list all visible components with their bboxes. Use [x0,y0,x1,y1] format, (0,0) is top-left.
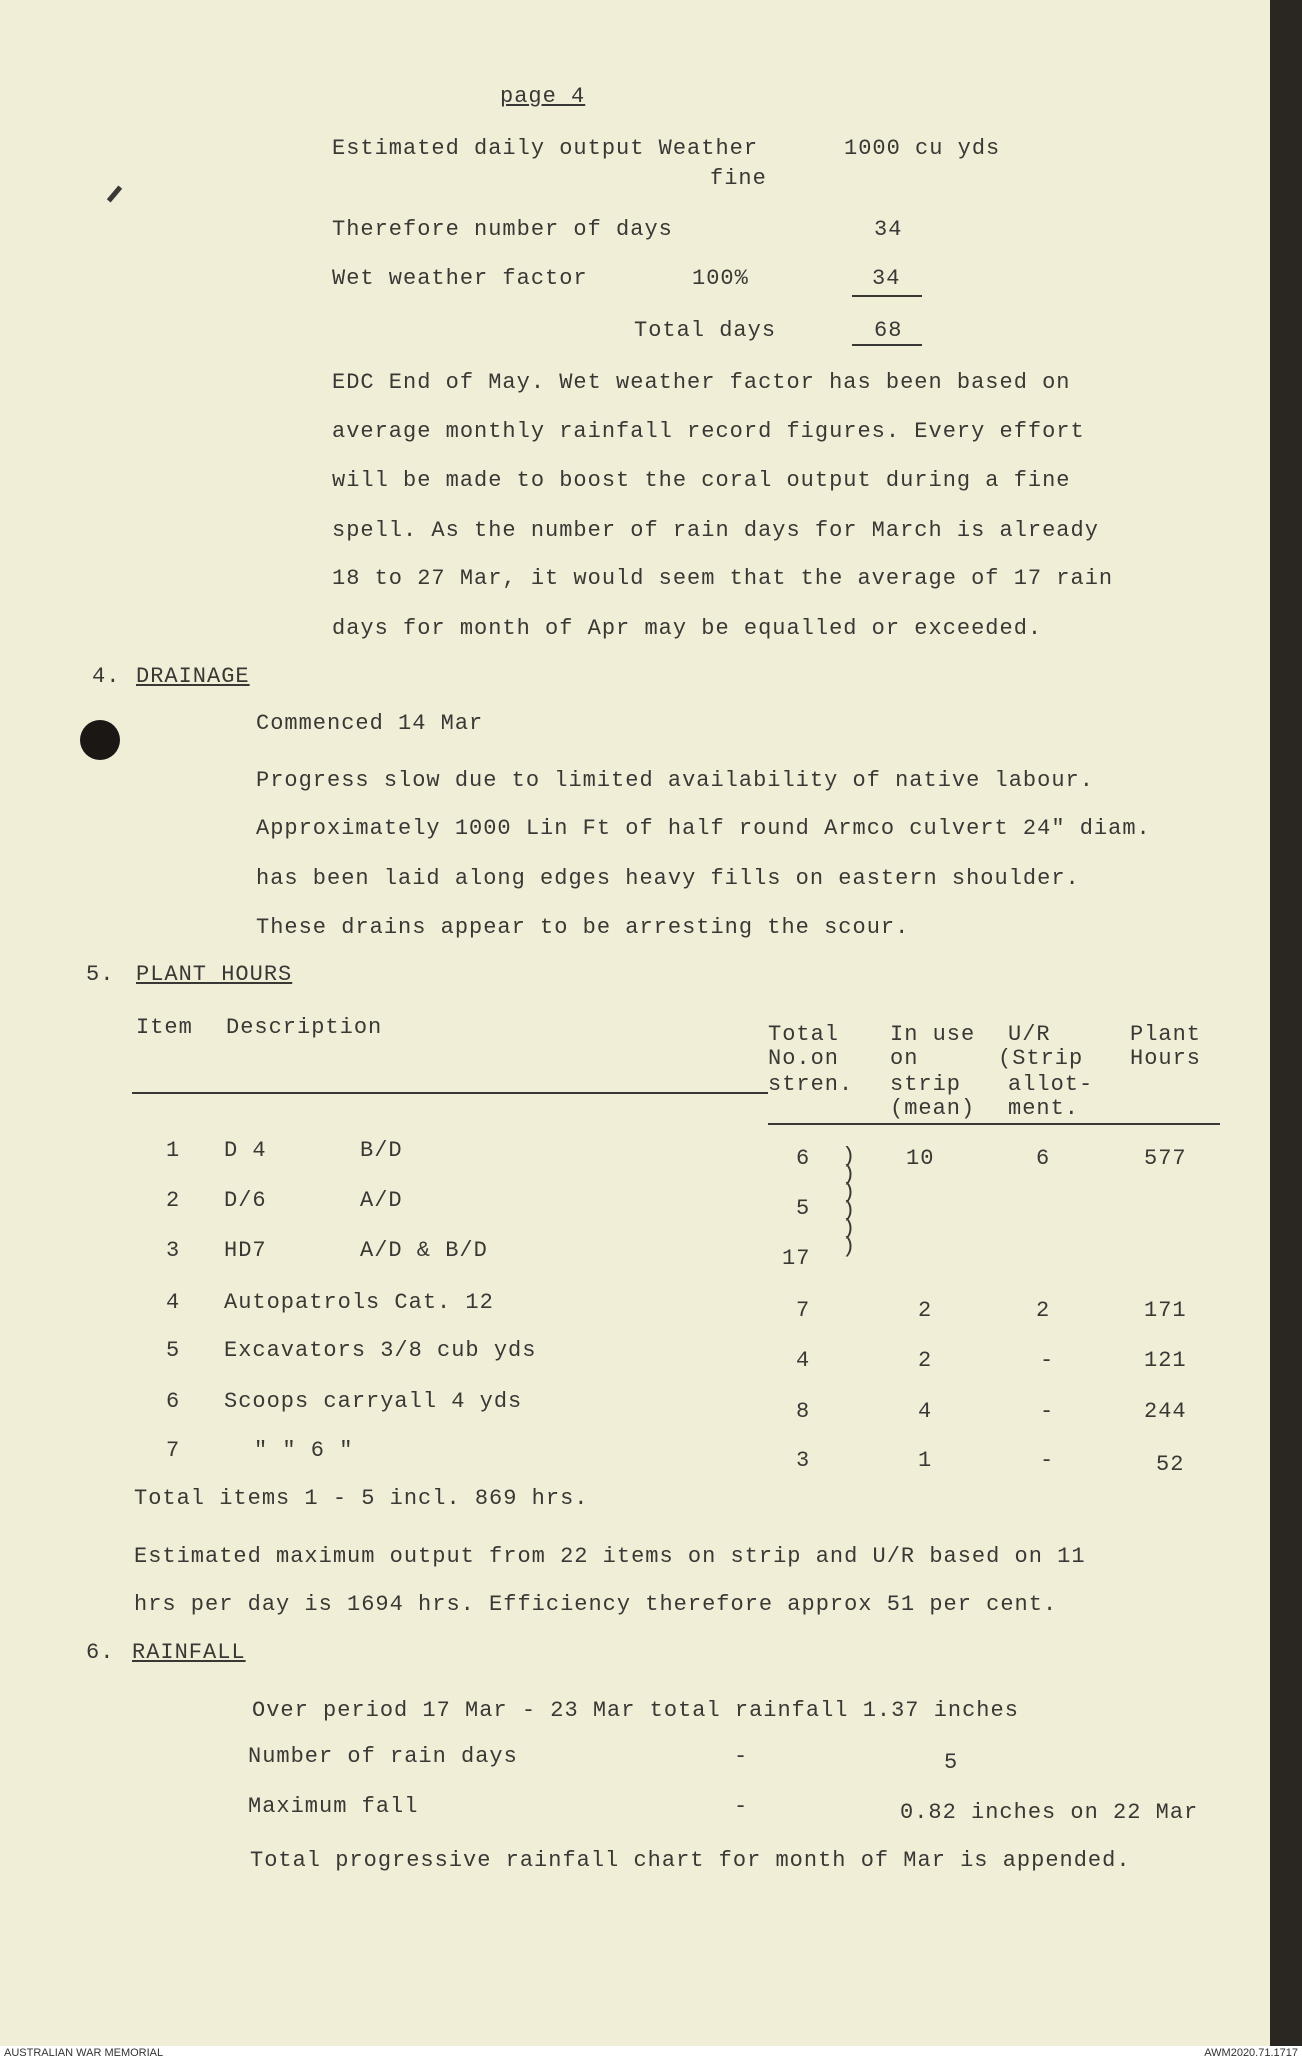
row-hours: 577 [1144,1146,1187,1171]
row-total: 6 [796,1146,811,1171]
drainage-heading: DRAINAGE [136,664,250,689]
days-label: Therefore number of days [332,217,673,242]
row-total: 7 [796,1298,811,1323]
row-desc: D 4 [224,1138,267,1163]
edc-line: days for month of Apr may be equalled or exceeded. [332,616,1043,641]
row-total: 8 [796,1399,811,1424]
total-label: Total days [634,318,777,343]
max-fall-dash: - [734,1794,749,1819]
edc-line: EDC End of May. Wet weather factor has been based on [332,370,1071,395]
row-hours: 52 [1156,1452,1185,1477]
row-type: B/D [360,1138,403,1163]
plant-hours-number: 5. [86,962,115,987]
rain-days-dash: - [734,1744,749,1769]
archive-footer [0,2046,1302,2061]
row-total: 17 [782,1246,811,1271]
header-description: Description [226,1015,383,1040]
rain-days-label: Number of rain days [248,1744,518,1769]
header-ur: allot- [1008,1072,1094,1097]
row-in-use: 1 [918,1448,933,1473]
edc-line: spell. As the number of rain days for March is already [332,518,1099,543]
total-value: 68 [874,318,903,343]
row-ur: - [1040,1348,1055,1373]
header-in-use: In use [890,1022,976,1047]
row-hours: 171 [1144,1298,1187,1323]
footer-reference: AWM2020.71.1717 [1204,2047,1298,2059]
row-item: 5 [166,1338,181,1363]
edc-line: will be made to boost the coral output during a fine [332,468,1071,493]
summary-line: hrs per day is 1694 hrs. Efficiency therefore approx 51 per cent. [134,1592,1058,1617]
output-label-2: fine [710,166,767,191]
row-item: 2 [166,1188,181,1213]
drainage-line: Approximately 1000 Lin Ft of half round Armco culvert 24" diam. [256,816,1151,841]
rainfall-period: Over period 17 Mar - 23 Mar total rainfall 1.37 inches [252,1698,1019,1723]
wet-label: Wet weather factor [332,266,588,291]
punch-hole [80,720,120,760]
row-total: 5 [796,1196,811,1221]
header-in-use: (mean) [890,1096,976,1121]
header-rule-left [132,1092,768,1094]
output-value: 1000 cu yds [844,136,1001,161]
row-in-use: 10 [906,1146,935,1171]
header-item: Item [136,1015,193,1040]
footer-institution: AUSTRALIAN WAR MEMORIAL [4,2047,164,2059]
row-ur: - [1040,1448,1055,1473]
wet-value: 34 [872,266,901,291]
row-desc: " " 6 " [254,1438,354,1463]
row-in-use: 4 [918,1399,933,1424]
row-item: 6 [166,1389,181,1414]
row-desc: Scoops carryall 4 yds [224,1389,523,1414]
row-hours: 244 [1144,1399,1187,1424]
header-plant-hours: Hours [1130,1046,1202,1071]
drainage-number: 4. [92,664,121,689]
row-item: 7 [166,1438,181,1463]
header-plant-hours: Plant [1130,1022,1202,1047]
total-rule [852,344,922,346]
rain-days-value: 5 [944,1750,959,1775]
row-total: 3 [796,1448,811,1473]
total-items-line: Total items 1 - 5 incl. 869 hrs. [134,1486,589,1511]
row-ur: - [1040,1399,1055,1424]
rainfall-chart-line: Total progressive rainfall chart for month of Mar is appended. [250,1848,1131,1873]
wet-pct: 100% [692,266,749,291]
page-label: page 4 [500,84,586,109]
drainage-line: Commenced 14 Mar [256,711,484,736]
row-total: 4 [796,1348,811,1373]
row-in-use: 2 [918,1298,933,1323]
row-hours: 121 [1144,1348,1187,1373]
rainfall-number: 6. [86,1640,115,1665]
sum-rule [852,295,922,297]
header-rule-right [768,1123,1220,1125]
header-ur: ment. [1008,1096,1080,1121]
header-total: stren. [768,1072,854,1097]
drainage-line: These drains appear to be arresting the scour. [256,915,910,940]
row-desc: D/6 [224,1188,267,1213]
rainfall-heading: RAINFALL [132,1640,246,1665]
row-ur: 6 [1036,1146,1051,1171]
max-fall-label: Maximum fall [248,1794,419,1819]
header-total: No.on [768,1046,840,1071]
drainage-line: Progress slow due to limited availability of native labour. [256,768,1094,793]
row-desc: Autopatrols Cat. 12 [224,1290,494,1315]
row-ur: 2 [1036,1298,1051,1323]
row-type: A/D & B/D [360,1238,488,1263]
edc-line: average monthly rainfall record figures. Every effort [332,419,1085,444]
row-item: 1 [166,1138,181,1163]
row-in-use: 2 [918,1348,933,1373]
header-in-use: strip [890,1072,962,1097]
ink-mark [107,185,122,202]
row-item: 3 [166,1238,181,1263]
header-ur: U/R [1008,1022,1051,1047]
edc-line: 18 to 27 Mar, it would seem that the average of 17 rain [332,566,1114,591]
output-label: Estimated daily output Weather [332,136,759,161]
row-item: 4 [166,1290,181,1315]
header-in-use: on [890,1046,919,1071]
summary-line: Estimated maximum output from 22 items on strip and U/R based on 11 [134,1544,1086,1569]
drainage-line: has been laid along edges heavy fills on eastern shoulder. [256,866,1080,891]
header-total: Total [768,1022,840,1047]
max-fall-value: 0.82 inches on 22 Mar [900,1800,1199,1825]
days-value: 34 [874,217,903,242]
row-desc: Excavators 3/8 cub yds [224,1338,537,1363]
row-type: A/D [360,1188,403,1213]
grouping-brace: ) ) ) ) ) ) [842,1144,856,1259]
row-desc: HD7 [224,1238,267,1263]
plant-hours-heading: PLANT HOURS [136,962,293,987]
header-ur: (Strip [998,1046,1084,1071]
